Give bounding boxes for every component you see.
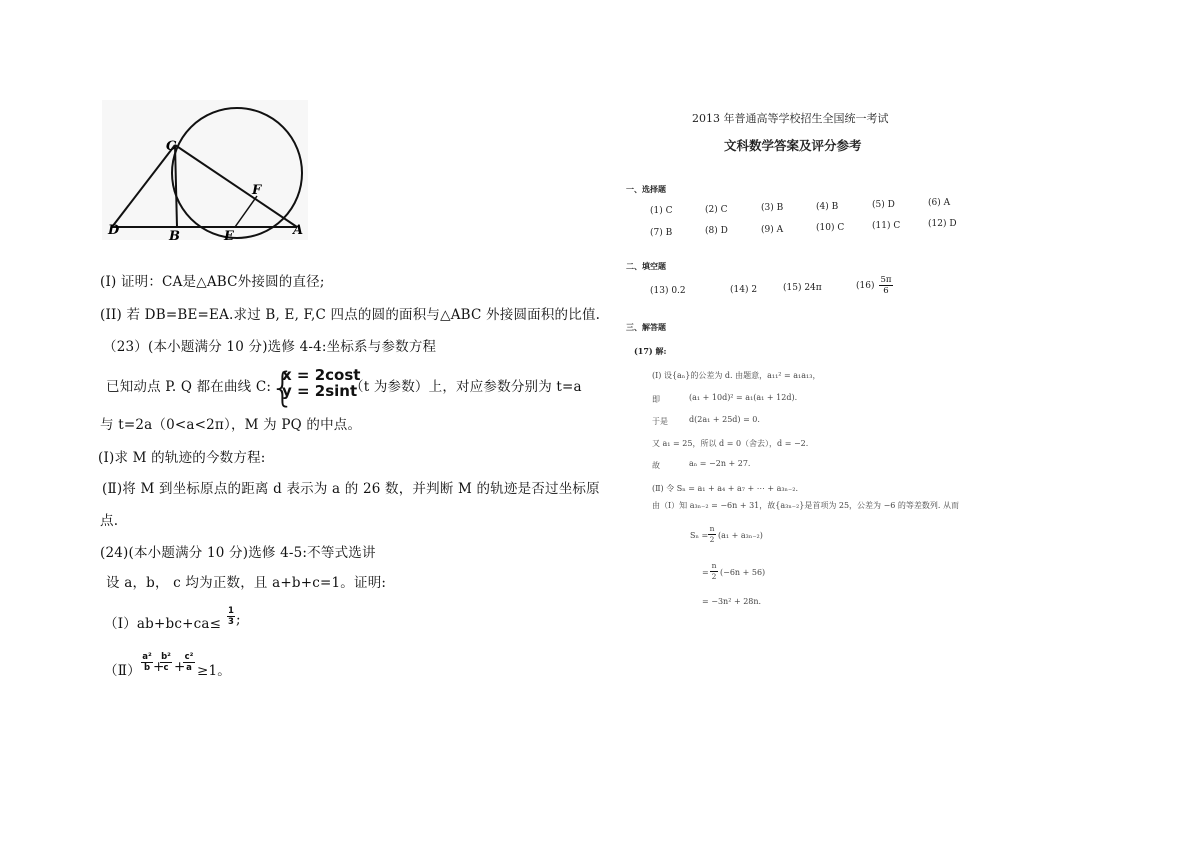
fill-item: (16) — [856, 281, 875, 291]
q24-part-i-suffix: ; — [236, 612, 241, 628]
fraction-denominator: b — [141, 662, 153, 673]
fraction-numerator: a² — [142, 652, 152, 662]
solution-line: = −3n² + 28n. — [702, 597, 762, 606]
problem-17-label: (17) 解: — [634, 346, 667, 356]
geometry-figure — [100, 98, 310, 243]
q22-part-i: (I) 证明：CA是△ABC外接圆的直径; — [100, 274, 325, 290]
q23-part-i: (Ⅰ)求 M 的轨迹的今数方程: — [98, 450, 266, 466]
q22-part-ii: (II) 若 DB=BE=EA.求过 B, E, F,C 四点的圆的面积与△ABC 外接圆面积的比值. — [100, 307, 601, 323]
sum-fraction-2 — [710, 561, 718, 582]
solution-line: = — [702, 568, 709, 577]
section-solution: 三、解答题 — [626, 322, 666, 332]
fill-item: (14) 2 — [730, 285, 758, 295]
q24-text: 设 a，b， c 均为正数，且 a+b+c=1。证明: — [106, 575, 387, 591]
q23-text-c: 与 t=2a（0<a<2π），M 为 PQ 的中点。 — [100, 417, 362, 433]
q24-part-i-fraction — [227, 606, 235, 627]
solution-line: 于是 — [652, 417, 668, 426]
q24-part-ii-suffix: ≥1。 — [197, 663, 232, 679]
q24-part-ii-fraction-2 — [160, 652, 172, 673]
section-choice: 一、选择题 — [626, 184, 666, 194]
choice-item: (12) D — [928, 219, 957, 229]
brace-icon: { — [270, 365, 296, 411]
label-f: F — [252, 183, 262, 198]
choice-item: (1) C — [650, 206, 673, 216]
fraction-numerator: n — [709, 524, 715, 533]
q24-part-ii-prefix: （Ⅱ） — [104, 663, 141, 679]
fraction-denominator: 2 — [711, 572, 717, 581]
answer-key-subtitle: 文科数学答案及评分参考 — [724, 138, 862, 153]
fraction-denominator: 2 — [709, 535, 715, 544]
fraction-denominator: a — [183, 662, 195, 673]
solution-line: aₙ = −2n + 27. — [689, 459, 751, 468]
fraction-numerator: 1 — [228, 606, 234, 616]
q23-text-a: 已知动点 P. Q 都在曲线 C: — [106, 379, 272, 395]
choice-item: (6) A — [928, 198, 951, 208]
fraction-denominator: 6 — [879, 285, 893, 296]
solution-line: 故 — [652, 461, 660, 470]
solution-line: (a₁ + 10d)² = a₁(a₁ + 12d). — [689, 393, 798, 402]
q23-text-b: （t 为参数）上，对应参数分别为 t=a — [350, 379, 582, 395]
choice-item: (7) B — [650, 228, 673, 238]
solution-line: (−6n + 56) — [720, 568, 766, 577]
fraction-numerator: n — [711, 561, 717, 570]
solution-line: (Ⅱ) 令 Sₙ = a₁ + a₄ + a₇ + ⋯ + a₃ₙ₋₂. — [652, 484, 798, 493]
fill-item: (15) 24π — [783, 283, 822, 293]
q23-title: （23）(本小题满分 10 分)选修 4-4:坐标系与参数方程 — [103, 339, 437, 355]
label-c: C — [166, 139, 177, 154]
label-b: B — [169, 229, 180, 243]
choice-item: (11) C — [872, 221, 901, 231]
choice-item: (8) D — [705, 226, 728, 236]
q23-part-ii-b: 点. — [100, 513, 119, 529]
choice-item: (2) C — [705, 205, 728, 215]
fraction-denominator: 3 — [228, 617, 234, 627]
choice-item: (5) D — [872, 200, 895, 210]
fill16-fraction — [879, 275, 893, 296]
section-fill: 二、填空题 — [626, 261, 666, 271]
solution-line: 由（Ⅰ）知 a₃ₙ₋₂ = −6n + 31，故{a₃ₙ₋₂}是首项为 25，公差为 −6 的等差数列. 从而 — [652, 501, 960, 510]
solution-line: d(2a₁ + 25d) = 0. — [689, 415, 760, 424]
solution-line: 即 — [652, 395, 660, 404]
fraction-numerator: b² — [161, 652, 171, 662]
fraction-denominator: c — [160, 662, 172, 673]
sum-fraction-1 — [708, 524, 716, 545]
q24-part-ii-plus-2: + — [174, 659, 186, 675]
solution-line: (Ⅰ) 设{aₙ}的公差为 d. 由题意，a₁₁² = a₁a₁₃， — [652, 371, 821, 380]
label-e: E — [224, 229, 234, 243]
choice-item: (3) B — [761, 203, 784, 213]
choice-item: (4) B — [816, 202, 839, 212]
fill-item: (13) 0.2 — [650, 286, 686, 296]
choice-item: (9) A — [761, 225, 784, 235]
fraction-numerator: c² — [184, 652, 194, 662]
q24-title: (24)(本小题满分 10 分)选修 4-5:不等式选讲 — [100, 545, 376, 561]
choice-item: (10) C — [816, 223, 845, 233]
q23-eq1: x = 2cost — [282, 366, 361, 384]
label-a: A — [293, 223, 304, 238]
solution-line: 又 a₁ = 25，所以 d = 0（舍去），d = −2. — [652, 439, 809, 448]
solution-line: Sₙ = — [690, 531, 709, 540]
q24-part-ii-plus-1: + — [153, 659, 165, 675]
q24-part-i-prefix: （Ⅰ）ab+bc+ca≤ — [104, 616, 222, 632]
q24-part-ii-fraction-1 — [141, 652, 153, 673]
answer-key-title: 2013 年普通高等学校招生全国统一考试 — [692, 112, 889, 125]
fraction-numerator: 5π — [880, 275, 892, 285]
q24-part-ii-fraction-3 — [183, 652, 195, 673]
label-d: D — [108, 223, 120, 238]
solution-line: (a₁ + a₃ₙ₋₂) — [718, 531, 763, 540]
q23-part-ii-a: (Ⅱ)将 M 到坐标原点的距离 d 表示为 a 的 26 数，并判断 M 的轨迹是否过坐标原 — [102, 481, 600, 497]
q23-eq2: y = 2sint — [282, 382, 358, 400]
